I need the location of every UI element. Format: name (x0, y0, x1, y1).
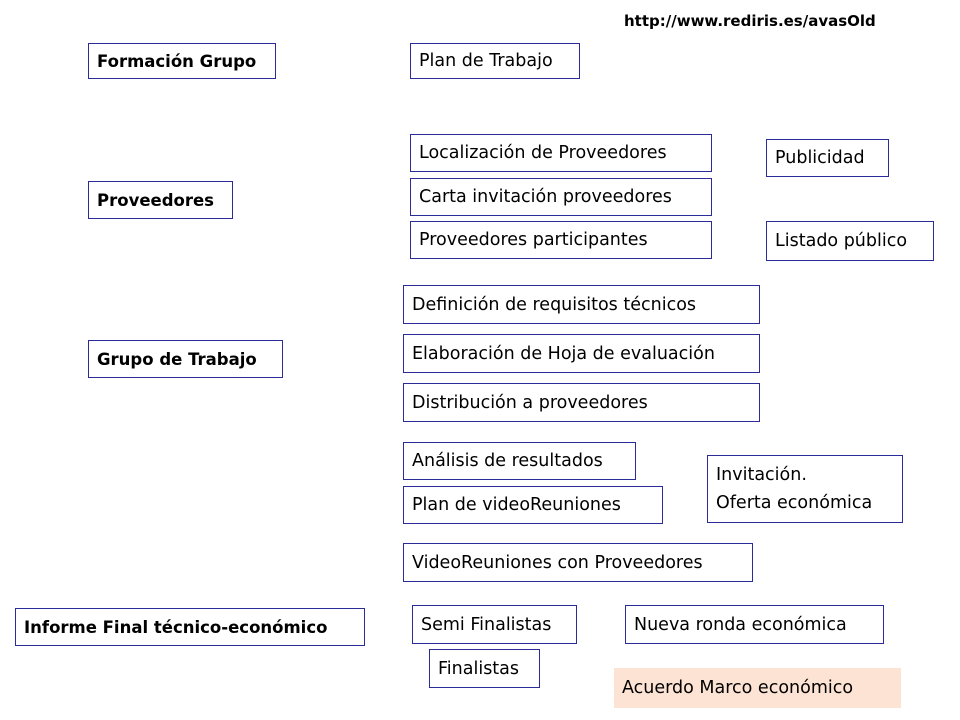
task-plan-de-trabajo (410, 43, 580, 79)
task-finalistas (429, 649, 540, 688)
task-invitacion-oferta (707, 455, 903, 523)
task-label: Distribución a proveedores (412, 392, 648, 413)
source-url: http://www.rediris.es/avasOld (624, 12, 876, 30)
task-label: Semi Finalistas (421, 614, 552, 635)
stage-grupo-de-trabajo (88, 340, 283, 378)
stage-informe-final (15, 608, 365, 646)
task-publicidad (766, 139, 889, 177)
stage-label: Proveedores (97, 190, 214, 210)
task-videoreuniones-proveedores (403, 543, 753, 582)
task-localizacion-proveedores (410, 134, 712, 172)
stage-label: Grupo de Trabajo (97, 349, 257, 369)
task-definicion-requisitos (403, 285, 760, 324)
task-label: Proveedores participantes (419, 230, 648, 250)
task-listado-publico (766, 221, 934, 261)
task-label: Elaboración de Hoja de evaluación (412, 343, 715, 364)
task-distribucion-proveedores (403, 383, 760, 422)
stage-proveedores (88, 181, 233, 219)
task-label: Acuerdo Marco económico (622, 678, 854, 698)
task-label: Nueva ronda económica (634, 614, 847, 635)
stage-label: Formación Grupo (97, 51, 257, 71)
task-acuerdo-marco (614, 668, 901, 708)
task-proveedores-participantes (410, 221, 712, 259)
task-label: Plan de videoReuniones (412, 495, 621, 515)
task-label: Definición de requisitos técnicos (412, 294, 697, 315)
task-analisis-resultados (403, 442, 636, 480)
task-label: Listado público (775, 231, 908, 251)
task-label-line1: Invitación. (716, 465, 807, 485)
task-nueva-ronda-economica (625, 605, 884, 644)
task-label-line2: Oferta económica (716, 493, 873, 513)
task-carta-invitacion (410, 178, 712, 216)
task-label: VideoReuniones con Proveedores (412, 552, 703, 573)
stage-label: Informe Final técnico-económico (24, 617, 328, 637)
stage-formacion-grupo (88, 43, 276, 79)
task-label: Análisis de resultados (412, 451, 603, 471)
task-elaboracion-hoja (403, 334, 760, 373)
task-label: Publicidad (775, 148, 865, 168)
task-label: Localización de Proveedores (419, 143, 667, 163)
task-label: Finalistas (438, 658, 520, 679)
task-label: Carta invitación proveedores (419, 187, 672, 207)
task-semi-finalistas (412, 605, 577, 644)
task-label: Plan de Trabajo (419, 51, 553, 71)
task-plan-videoreuniones (403, 486, 663, 524)
